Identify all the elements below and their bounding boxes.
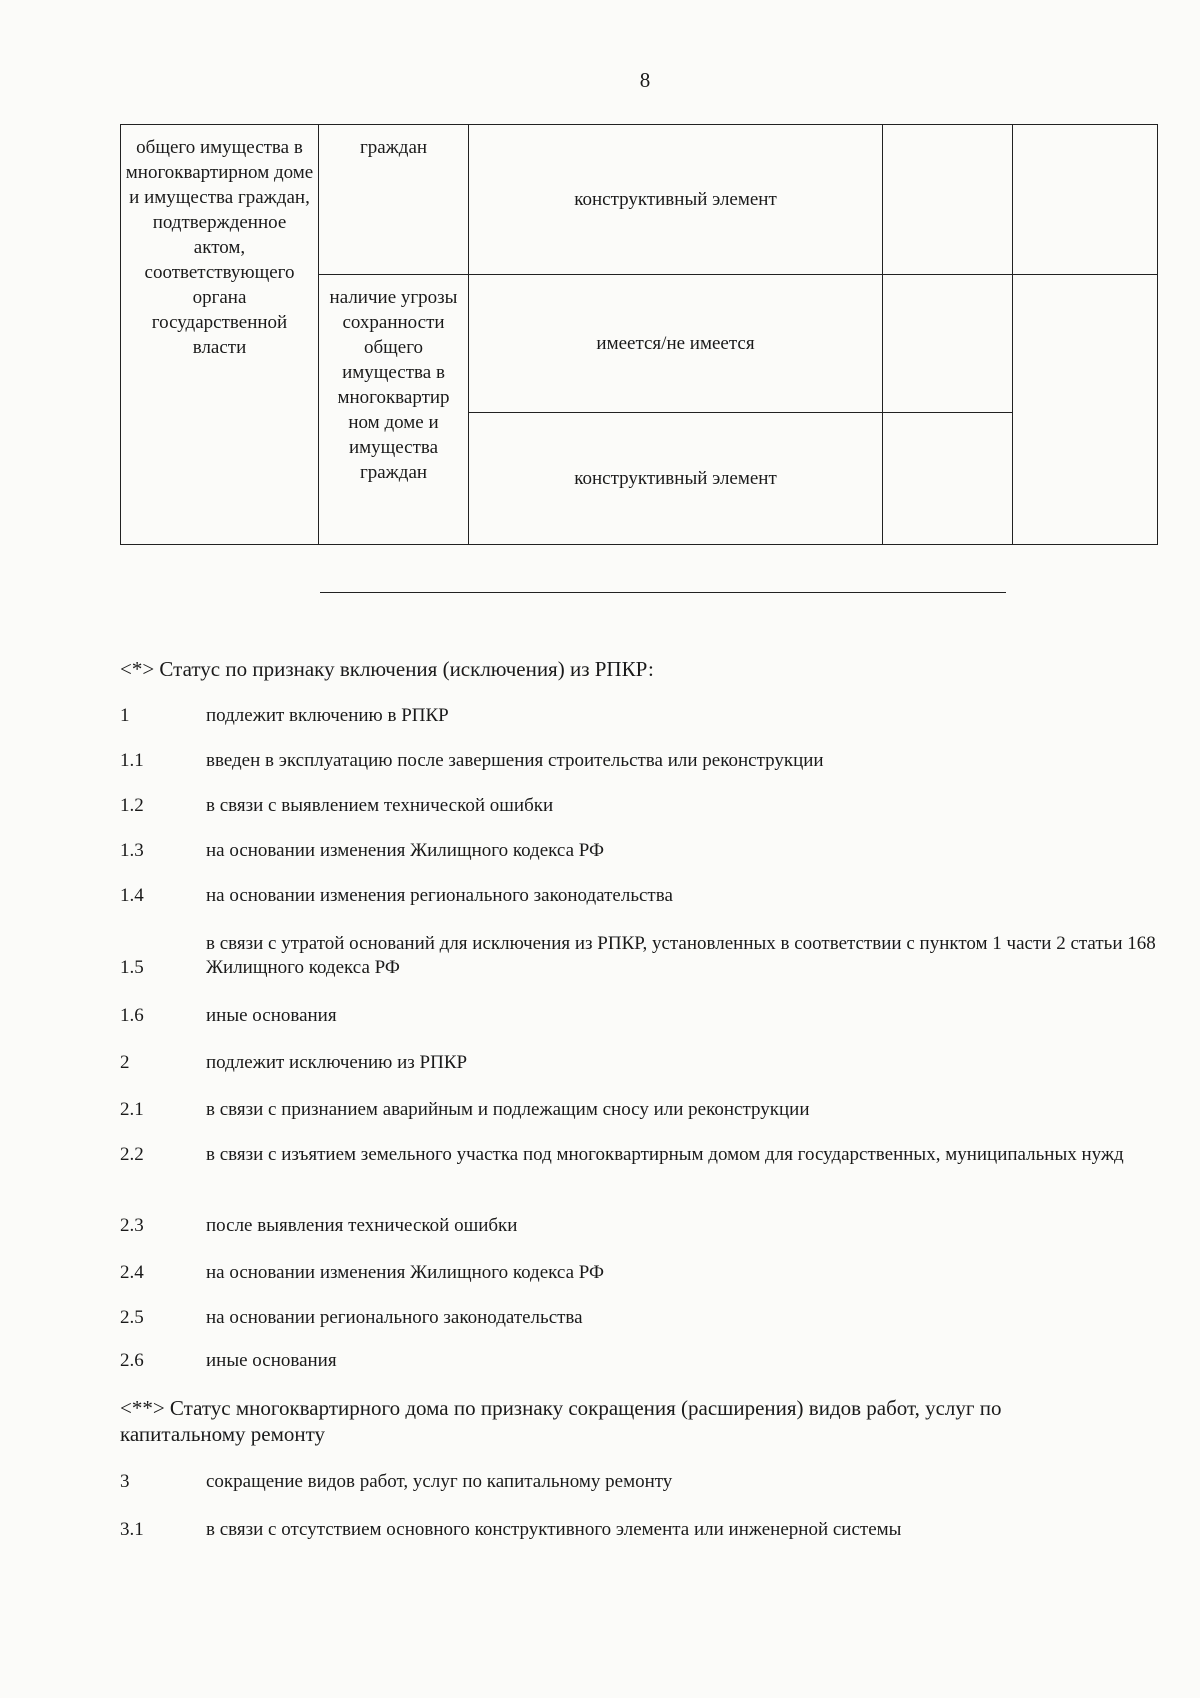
item-code: 1.5 [120,957,144,978]
table-cell-structural-element-2 [469,413,883,545]
presence-text: имеется/не имеется [596,333,755,354]
item-text: подлежит исключению из РПКР [206,1052,468,1073]
item-text: подлежит включению в РПКР [206,705,449,726]
table-cell-citizens [319,125,469,275]
table-cell-subject [121,125,319,545]
item-code: 1.4 [120,885,144,906]
item-text: на основании изменения регионального законодательства [206,885,673,906]
item-code: 3.1 [120,1519,144,1540]
data-table [120,124,1158,545]
page-number: 8 [639,68,651,92]
item-text: в связи с изъятием земельного участка под многоквартирным домом для государственных, муниципальных нужд [206,1144,1124,1165]
item-code: 2.2 [120,1144,144,1165]
item-text: сокращение видов работ, услуг по капитальному ремонту [206,1471,673,1492]
item-code: 1.1 [120,750,144,771]
item-code: 1 [120,705,130,726]
table-cell-empty [883,275,1013,413]
citizens-text: граждан [359,137,428,158]
item-text: на основании изменения Жилищного кодекса РФ [206,840,605,861]
item-text: введен в эксплуатацию после завершения строительства или реконструкции [206,750,824,771]
item-text: в связи с признанием аварийным и подлежащим сносу или реконструкции [206,1099,810,1120]
subject-text: общего имущества в многоквартирном доме и имущества граждан, подтвержденное актом, соответствующего органа государственной власти [125,137,314,358]
table-cell-threat [319,275,469,545]
item-text: в связи с выявлением технической ошибки [206,795,554,816]
item-code: 1.6 [120,1005,144,1026]
item-text: в связи с отсутствием основного конструктивного элемента или инженерной системы [206,1519,902,1540]
item-code: 2 [120,1052,130,1073]
note1-heading: <*> Статус по признаку включения (исключения) из РПКР: [120,657,654,681]
item-code: 2.6 [120,1350,144,1371]
note2-heading: <**> Статус многоквартирного дома по признаку сокращения (расширения) видов работ, услуг по капитальному ремонту [120,1396,1002,1446]
item-code: 2.1 [120,1099,144,1120]
item-text: на основании регионального законодательства [206,1307,583,1328]
table-cell-empty [883,413,1013,545]
item-code: 1.3 [120,840,144,861]
table-cell-empty [1013,275,1158,545]
threat-text: наличие угрозы сохранности общего имущества в многоквартир ном доме и имущества граждан [329,287,458,483]
structural-element-2-text: конструктивный элемент [574,468,777,489]
item-text: иные основания [206,1005,337,1026]
table-cell-empty [883,125,1013,275]
item-code: 2.3 [120,1215,144,1236]
item-code: 1.2 [120,795,144,816]
item-text: в связи с утратой оснований для исключения из РПКР, установленных в соответствии с пунктом 1 части 2 статьи 168 Жилищного кодекса РФ [206,933,1156,978]
table-cell-structural-element [469,125,883,275]
item-code: 3 [120,1471,130,1492]
item-text: на основании изменения Жилищного кодекса РФ [206,1262,605,1283]
item-text: после выявления технической ошибки [206,1215,518,1236]
table-cell-empty [1013,125,1158,275]
item-code: 2.4 [120,1262,144,1283]
item-text: иные основания [206,1350,337,1371]
separator-line [320,592,1006,593]
item-code: 2.5 [120,1307,144,1328]
table-cell-presence [469,275,883,413]
structural-element-text: конструктивный элемент [574,189,777,210]
